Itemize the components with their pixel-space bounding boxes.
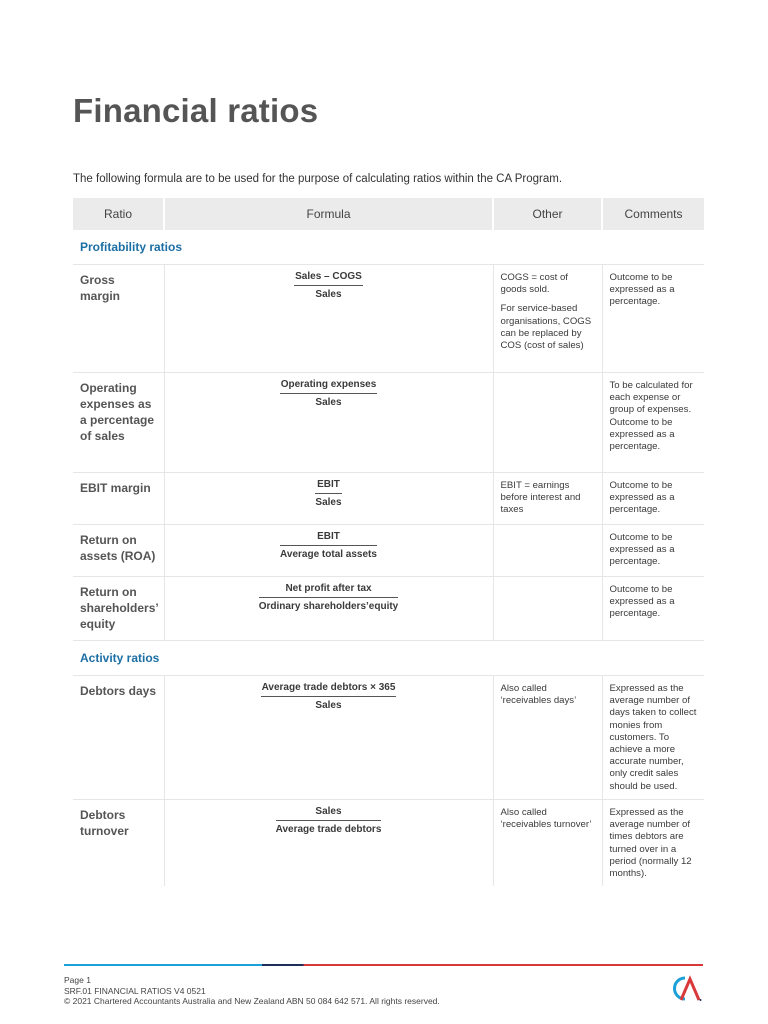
copyright-text: © 2021 Chartered Accountants Australia and New Zealand ABN 50 084 642 571. All rights reserved. (64, 996, 440, 1006)
page-number: Page 1 (64, 975, 91, 985)
other-cell (493, 265, 602, 373)
table-row (73, 473, 704, 525)
other-cell (493, 473, 602, 525)
formula-numerator: Average trade debtors × 365 (261, 682, 397, 697)
formula-numerator: Net profit after tax (259, 583, 399, 598)
section-activity (73, 641, 704, 676)
table-header-row (73, 198, 704, 230)
formula-denominator: Sales (315, 289, 342, 300)
formula-cell (164, 577, 493, 641)
other-note: Also called ‘receivables days’ (500, 683, 577, 707)
other-note: For service-based organisations, COGS can be replaced by COS (cost of sales) (500, 303, 592, 352)
table-row (73, 265, 704, 373)
ca-logo-icon (672, 975, 702, 1002)
formula-cell (164, 676, 493, 800)
formula-cell (164, 265, 493, 373)
comments-cell (602, 676, 704, 800)
formula-numerator: Sales – COGS (294, 271, 363, 286)
formula-fraction (276, 806, 382, 836)
comment-text: Expressed as the average number of days taken to collect monies from customers. To achieve a more accurate number, only credit sales should be used. (609, 683, 697, 792)
section-title: Activity ratios (73, 641, 704, 676)
comments-cell (602, 577, 704, 641)
table-row (73, 800, 704, 887)
section-profitability (73, 230, 704, 265)
comment-text: Expressed as the average number of times debtors are turned over in a period (normally 12 months). (609, 807, 692, 880)
formula-numerator: Sales (276, 806, 382, 821)
other-note: COGS = cost of goods sold. (500, 272, 568, 296)
comments-cell (602, 525, 704, 577)
comments-cell (602, 473, 704, 525)
formula-denominator: Sales (315, 497, 342, 508)
formula-denominator: Sales (315, 700, 342, 711)
table-row (73, 525, 704, 577)
comment-text: Outcome to be expressed as a percentage. (609, 272, 675, 308)
header-ratio: Ratio (73, 198, 164, 230)
header-other: Other (493, 198, 602, 230)
other-cell (493, 525, 602, 577)
other-cell (493, 676, 602, 800)
formula-cell (164, 373, 493, 473)
comments-cell (602, 265, 704, 373)
formula-cell (164, 800, 493, 887)
comment-text: Outcome to be expressed as a percentage. (609, 584, 675, 620)
section-title: Profitability ratios (73, 230, 704, 265)
formula-numerator: EBIT (315, 479, 341, 494)
other-note: Also called ‘receivables turnover’ (500, 807, 592, 831)
formula-denominator: Average trade debtors (275, 824, 382, 835)
formula-fraction (294, 271, 363, 301)
formula-denominator: Ordinary shareholders’equity (258, 601, 399, 612)
header-formula: Formula (164, 198, 493, 230)
footer-accent-line (64, 964, 703, 966)
table-row (73, 373, 704, 473)
formula-fraction (261, 682, 397, 712)
comments-cell (602, 373, 704, 473)
formula-fraction (280, 379, 378, 409)
other-note: EBIT = earnings before interest and taxes (500, 480, 581, 516)
ratio-name: Return on assets (ROA) (73, 525, 164, 577)
ratio-name: Debtors days (73, 676, 164, 800)
intro-text: The following formula are to be used for the purpose of calculating ratios within the CA Program. (73, 173, 563, 185)
ratio-name: Return on shareholders’ equity (73, 577, 164, 641)
page-title: Financial ratios (73, 92, 319, 129)
formula-numerator: Operating expenses (280, 379, 378, 394)
formula-cell (164, 525, 493, 577)
other-cell (493, 373, 602, 473)
formula-denominator: Sales (315, 397, 342, 408)
formula-denominator: Average total assets (280, 549, 377, 560)
comment-text: Outcome to be expressed as a percentage. (609, 532, 675, 568)
other-cell (493, 577, 602, 641)
formula-cell (164, 473, 493, 525)
table-row (73, 577, 704, 641)
formula-fraction (315, 479, 341, 509)
formula-fraction (280, 531, 377, 561)
formula-numerator: EBIT (280, 531, 377, 546)
ratio-name: Operating expenses as a percentage of sales (73, 373, 164, 473)
ratios-table (73, 198, 704, 886)
comment-text: To be calculated for each expense or group of expenses. Outcome to be expressed as a percentage. (609, 380, 693, 453)
table-row (73, 676, 704, 800)
formula-fraction (259, 583, 399, 613)
header-comments: Comments (602, 198, 704, 230)
ratio-name: Debtors turnover (80, 808, 129, 838)
comment-text: Outcome to be expressed as a percentage. (609, 480, 675, 516)
ratio-name: EBIT margin (73, 473, 164, 525)
document-code: SRF.01 FINANCIAL RATIOS V4 0521 (64, 985, 206, 996)
comments-cell (602, 800, 704, 887)
ratio-name: Gross margin (73, 265, 164, 373)
other-cell (493, 800, 602, 887)
footer (64, 975, 440, 1007)
